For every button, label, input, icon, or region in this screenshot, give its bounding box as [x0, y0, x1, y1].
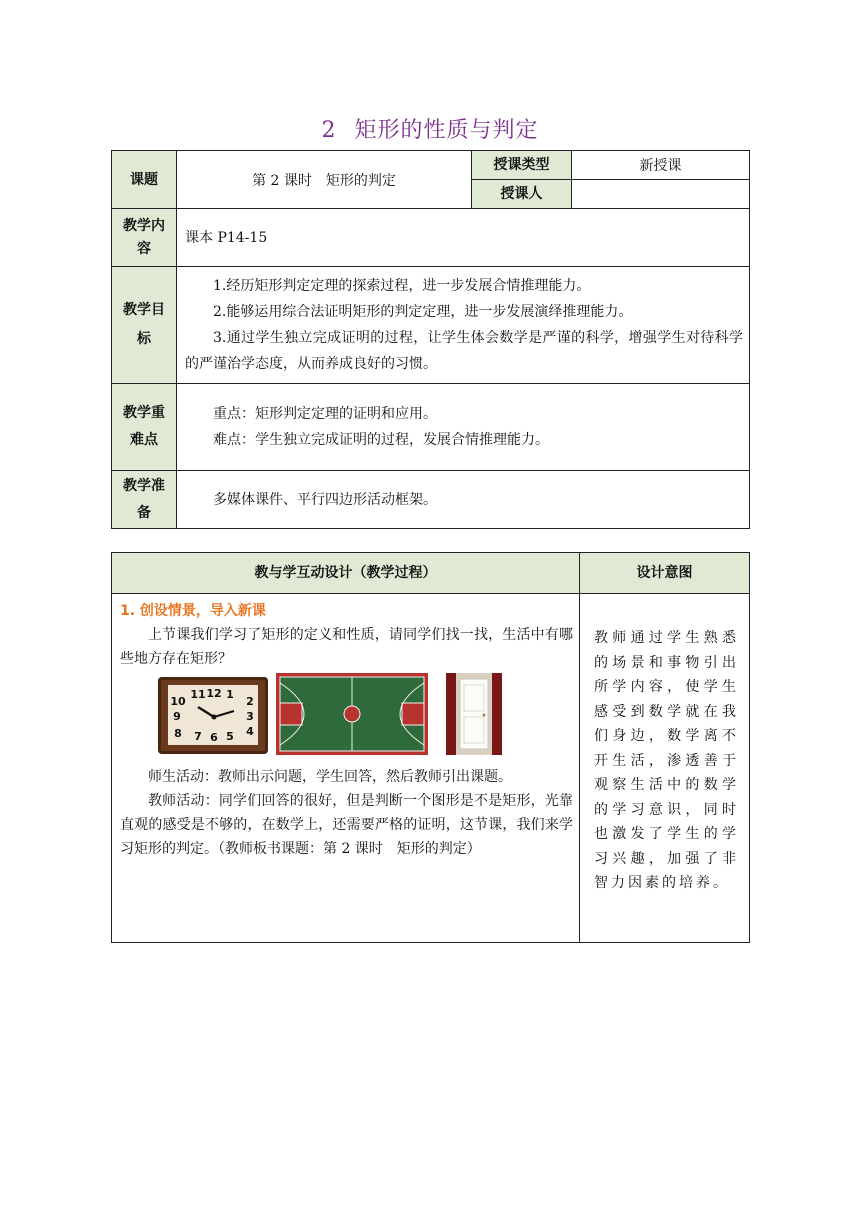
keypoints-label: 教学重难点 — [112, 384, 177, 471]
prep-label: 教学准备 — [112, 471, 177, 529]
clock-number: 10 — [170, 695, 186, 708]
difficult-point: 难点：学生独立完成证明的过程，发展合情推理能力。 — [213, 432, 549, 448]
topic-label: 课题 — [112, 151, 177, 209]
clock-number: 6 — [210, 731, 218, 744]
type-value: 新授课 — [572, 151, 750, 180]
clock-number: 12 — [206, 687, 222, 700]
intro-paragraph: 上节课我们学习了矩形的定义和性质，请同学们找一找，生活中有哪些地方存在矩形？ — [120, 627, 573, 667]
design-intent-text: 教师通过学生熟悉的场景和事物引出所学内容，使学生感受到数学就在我们身边，数学离不开生活，渗透善于观察生活中的数学的学习意识，同时也激发了学生的学习兴趣，加强了非智力因素的培养。 — [580, 594, 750, 943]
clock-face-icon — [168, 685, 258, 745]
content-value: 课本 P14-15 — [177, 209, 750, 267]
clock-number: 7 — [194, 730, 202, 743]
basketball-court-image — [276, 673, 428, 755]
process-col-header: 教与学互动设计（教学过程） — [112, 553, 580, 594]
section-heading: 1. 创设情景，导入新课 — [120, 603, 266, 619]
rectangle-examples — [120, 673, 573, 763]
type-label: 授课类型 — [472, 151, 572, 180]
teaching-process-table — [111, 552, 750, 943]
topic-value: 第 2 课时 矩形的判定 — [177, 151, 472, 209]
key-point: 重点：矩形判定定理的证明和应用。 — [213, 406, 437, 422]
clock-number: 2 — [246, 695, 254, 708]
goal-1: 1.经历矩形判定定理的探索过程，进一步发展合情推理能力。 — [213, 278, 591, 294]
clock-number: 9 — [173, 710, 181, 723]
door-image — [446, 673, 502, 755]
clock-number: 4 — [246, 725, 254, 738]
goal-3: 3.通过学生独立完成证明的过程，让学生体会数学是严谨的科学，增强学生对待科学的严谨治学态度，从而养成良好的习惯。 — [185, 330, 743, 372]
wall-clock-image — [158, 677, 268, 754]
lesson-info-table — [111, 150, 750, 529]
intent-col-header: 设计意图 — [580, 553, 750, 594]
clock-number: 11 — [190, 688, 206, 701]
goal-2: 2.能够运用综合法证明矩形的判定定理，进一步发展演绎推理能力。 — [213, 304, 633, 320]
goals-label: 教学目标 — [112, 267, 177, 384]
page-title — [0, 113, 860, 144]
prep-value: 多媒体课件、平行四边形活动框架。 — [177, 471, 750, 529]
teacher-label: 授课人 — [472, 180, 572, 209]
content-label: 教学内容 — [112, 209, 177, 267]
section-number: 2 — [321, 118, 337, 143]
teacher-value — [572, 180, 750, 209]
teacher-paragraph: 教师活动：同学们回答的很好，但是判断一个图形是不是矩形，光靠直观的感受是不够的，在数学上，还需要严格的证明，这节课，我们来学习矩形的判定。（教师板书课题：第 2 课时 矩形的判定） — [120, 793, 573, 857]
clock-number: 5 — [226, 730, 234, 743]
clock-number: 3 — [246, 710, 254, 723]
clock-number: 8 — [174, 727, 182, 740]
clock-number: 1 — [226, 688, 234, 701]
activity-paragraph: 师生活动：教师出示问题，学生回答，然后教师引出课题。 — [148, 769, 512, 785]
section-title: 矩形的性质与判定 — [354, 118, 539, 143]
